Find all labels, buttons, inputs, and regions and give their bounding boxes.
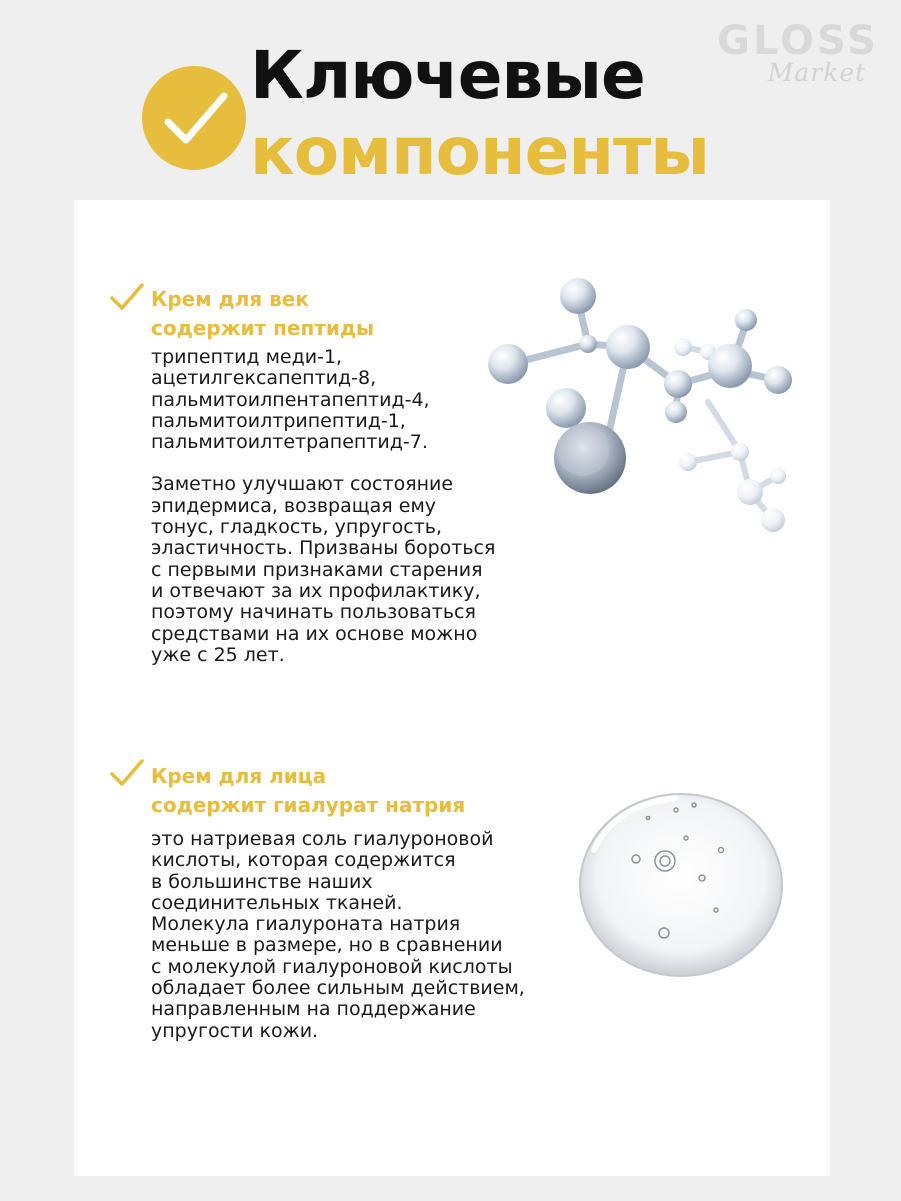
check-badge bbox=[142, 66, 246, 170]
section-body-hyaluronate bbox=[151, 829, 571, 1042]
description-line: кислоты, которая содержится bbox=[151, 849, 456, 872]
gel-drop-image bbox=[576, 790, 786, 980]
description-line: Заметно улучшают состояние bbox=[151, 473, 454, 496]
description-line: уже с 25 лет. bbox=[151, 643, 285, 666]
ingredient-item: пальмитоилтрипептид-1, bbox=[151, 409, 406, 432]
check-icon bbox=[142, 66, 246, 170]
ingredient-item: ацетилгексапептид-8, bbox=[151, 367, 377, 390]
ingredient-item: трипептид меди-1, bbox=[151, 346, 343, 368]
ingredient-item: пальмитоилпентапептид-4, bbox=[151, 388, 430, 411]
description-line: меньше в размере, но в сравнении bbox=[151, 934, 503, 957]
description-line: Молекула гиалуроната натрия bbox=[151, 913, 461, 936]
brand-sub: Market bbox=[767, 58, 867, 87]
description-line: направленным на поддержание bbox=[151, 998, 476, 1021]
brand-logo bbox=[712, 18, 884, 98]
description-line: поэтому начинать пользоваться bbox=[151, 601, 476, 624]
description-line: с молекулой гиалуроновой кислоты bbox=[151, 955, 513, 978]
check-icon bbox=[110, 758, 144, 788]
description-line: обладает более сильным действием, bbox=[151, 977, 525, 1000]
description-line: тонус, гладкость, упругость, bbox=[151, 516, 443, 539]
page-title bbox=[250, 38, 709, 190]
description-line: в большинстве наших bbox=[151, 870, 373, 893]
ingredient-item: пальмитоилтетрапептид-7. bbox=[151, 431, 428, 454]
description-line: эластичность. Призваны бороться bbox=[151, 537, 496, 560]
brand-name: GLOSS bbox=[717, 18, 879, 64]
heading-line: Крем для век bbox=[151, 287, 309, 311]
description-line: с первыми признаками старения bbox=[151, 558, 483, 581]
heading-line: содержит гиалурат натрия bbox=[151, 793, 466, 817]
heading-line: Крем для лица bbox=[151, 764, 327, 788]
title-line-2: компоненты bbox=[250, 113, 709, 190]
description-line: это натриевая соль гиалуроновой bbox=[151, 828, 494, 850]
description-line: эпидермиса, возвращая ему bbox=[151, 494, 437, 517]
molecule-image bbox=[478, 262, 818, 552]
description-line: и отвечают за их профилактику, bbox=[151, 579, 481, 602]
check-icon bbox=[110, 282, 144, 312]
title-line-1: Ключевые bbox=[250, 37, 645, 114]
description-line: упругости кожи. bbox=[151, 1019, 319, 1042]
description-line: соединительных тканей. bbox=[151, 891, 403, 914]
description-line: средствами на их основе можно bbox=[151, 622, 478, 645]
section-heading-hyaluronate bbox=[151, 762, 571, 820]
heading-line: содержит пептиды bbox=[151, 316, 375, 340]
